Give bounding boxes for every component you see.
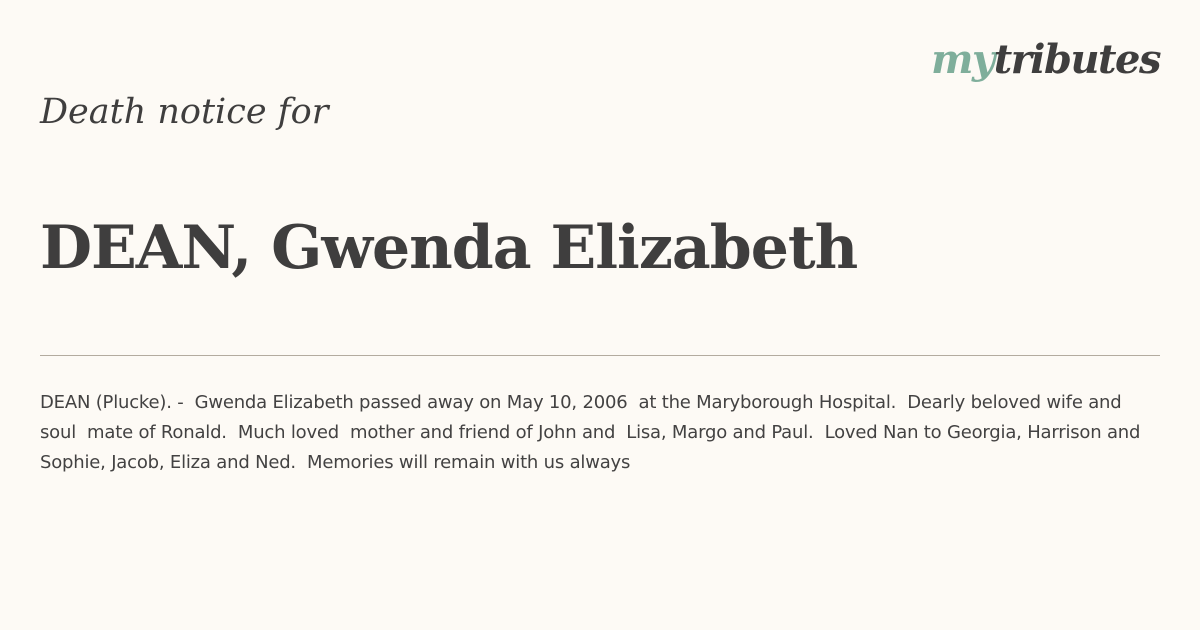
logo-part-tributes: tributes [993, 36, 1160, 83]
mytributes-logo[interactable] [931, 32, 1160, 88]
divider [40, 355, 1160, 356]
logo-part-my: my [931, 36, 994, 83]
deceased-name: DEAN, Gwenda Elizabeth [40, 213, 858, 283]
death-notice-kicker: Death notice for [40, 92, 329, 132]
notice-body: DEAN (Plucke). - Gwenda Elizabeth passed away on May 10, 2006 at the Maryborough Hospital. Dearly beloved wife and soul mate of Ronald. Much loved mother and friend of John and Lisa, Margo and Paul. Loved Nan to Georgia, Harrison and Sophie, Jacob, Eliza and Ned. Memories will remain with us always [40, 392, 1152, 473]
